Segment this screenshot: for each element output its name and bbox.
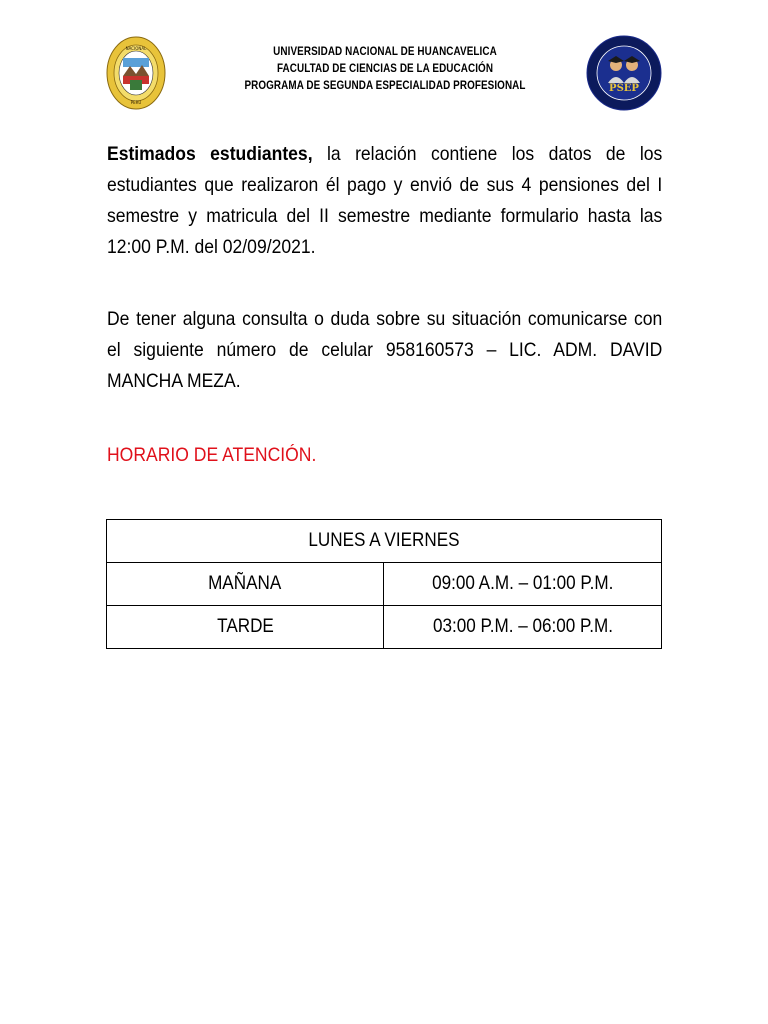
header-program: PROGRAMA DE SEGUNDA ESPECIALIDAD PROFESIONAL	[244, 80, 526, 92]
header-university: UNIVERSIDAD NACIONAL DE HUANCAVELICA	[273, 46, 497, 58]
schedule-label-afternoon: TARDE	[216, 616, 274, 637]
paragraph-payment-notice	[107, 139, 662, 263]
schedule-label-cell	[107, 606, 384, 649]
svg-text:NACIONAL: NACIONAL	[125, 46, 147, 51]
paragraph-payment-text: la relación contiene los datos de los estudiantes que realizaron él pago y envió de sus 4 pensiones del I semestre y matricula del II semestre mediante formulario hasta las 12:00 P.M. del 02/09/2021.	[107, 143, 663, 258]
schedule-hours-cell	[384, 563, 662, 606]
schedule-hours-cell	[384, 606, 662, 649]
schedule-hours-morning: 09:00 A.M. – 01:00 P.M.	[431, 573, 614, 594]
paragraph-contact: De tener alguna consulta o duda sobre su situación comunicarse con el siguiente número de celular 958160573 – LIC. ADM. DAVID MANCHA MEZA.	[107, 308, 663, 392]
schedule-title: HORARIO DE ATENCIÓN.	[107, 444, 317, 466]
table-row	[107, 606, 662, 649]
university-seal-icon	[106, 36, 166, 110]
svg-text:PERU: PERU	[130, 100, 142, 105]
table-row	[107, 563, 662, 606]
pse-program-seal-icon	[586, 35, 662, 111]
schedule-table	[106, 519, 662, 649]
table-row	[107, 520, 662, 563]
svg-text:PSEP: PSEP	[609, 83, 639, 94]
schedule-label-cell	[107, 563, 384, 606]
schedule-hours-afternoon: 03:00 P.M. – 06:00 P.M.	[432, 616, 613, 637]
header-faculty: FACULTAD DE CIENCIAS DE LA EDUCACIÓN	[276, 63, 494, 75]
schedule-header-text: LUNES A VIERNES	[308, 530, 460, 551]
document-header	[209, 44, 562, 95]
schedule-header-cell	[107, 520, 662, 563]
schedule-label-morning: MAÑANA	[208, 573, 282, 594]
greeting-lead: Estimados estudiantes,	[107, 143, 313, 165]
